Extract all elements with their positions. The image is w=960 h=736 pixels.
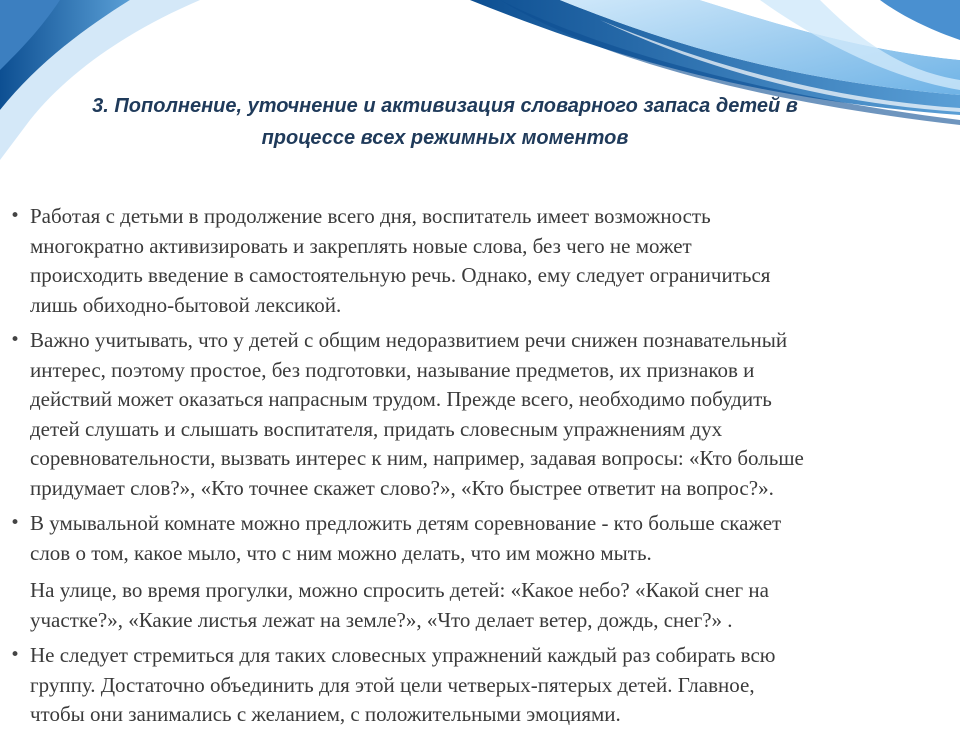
bullet-paragraph <box>10 641 950 730</box>
bullet-marker: • <box>10 513 21 533</box>
bullet-paragraph <box>10 202 950 320</box>
bullet-paragraph <box>10 326 950 503</box>
text-line: придумает слов?», «Кто точнее скажет слово?», «Кто быстрее ответит на вопрос?». <box>30 475 774 500</box>
bullet-marker: • <box>10 206 21 226</box>
text-line: действий может оказаться напрасным трудом. Прежде всего, необходимо побудить <box>30 387 772 411</box>
text-line: лишь обиходно-бытовой лексикой. <box>30 292 342 317</box>
text-line: происходить введение в самостоятельную речь. Однако, ему следует ограничиться <box>30 263 771 287</box>
title-line: процессе всех режимных моментов <box>261 127 629 149</box>
continuation-paragraph <box>10 576 950 635</box>
bullet-marker: • <box>10 645 21 665</box>
text-line: группу. Достаточно объединить для этой цели четверых-пятерых детей. Главное, <box>30 672 755 697</box>
text-line: слов о том, какое мыло, что с ним можно делать, что им можно мыть. <box>30 540 652 565</box>
text-line: соревновательности, вызвать интерес к ним, например, задавая вопросы: «Кто больше <box>30 446 804 470</box>
text-line: чтобы они занимались с желанием, с положительными эмоциями. <box>30 702 621 726</box>
title-line: 3. Пополнение, уточнение и активизация словарного запаса детей в <box>92 95 798 117</box>
text-line: В умывальной комнате можно предложить детям соревнование - кто больше скажет <box>30 511 782 535</box>
text-line: Не следует стремиться для таких словесных упражнений каждый раз собирать всю <box>30 643 776 667</box>
text-line: На улице, во время прогулки, можно спросить детей: «Какое небо? «Какой снег на <box>30 578 769 602</box>
text-line: многократно активизировать и закреплять новые слова, без чего не может <box>30 233 692 258</box>
text-line: детей слушать и слышать воспитателя, придать словесным упражнениям дух <box>30 416 723 441</box>
text-line: Важно учитывать, что у детей с общим недоразвитием речи снижен познавательный <box>30 328 788 352</box>
bullet-marker: • <box>10 330 21 350</box>
text-line: участке?», «Какие листья лежат на земле?», «Что делает ветер, дождь, снег?» . <box>30 607 733 632</box>
text-line: интерес, поэтому простое, без подготовки, называние предметов, их признаков и <box>30 357 755 382</box>
text-line: Работая с детьми в продолжение всего дня, воспитатель имеет возможность <box>30 204 711 228</box>
slide-body <box>10 202 950 736</box>
bullet-paragraph <box>10 509 950 568</box>
slide-title <box>20 90 870 154</box>
